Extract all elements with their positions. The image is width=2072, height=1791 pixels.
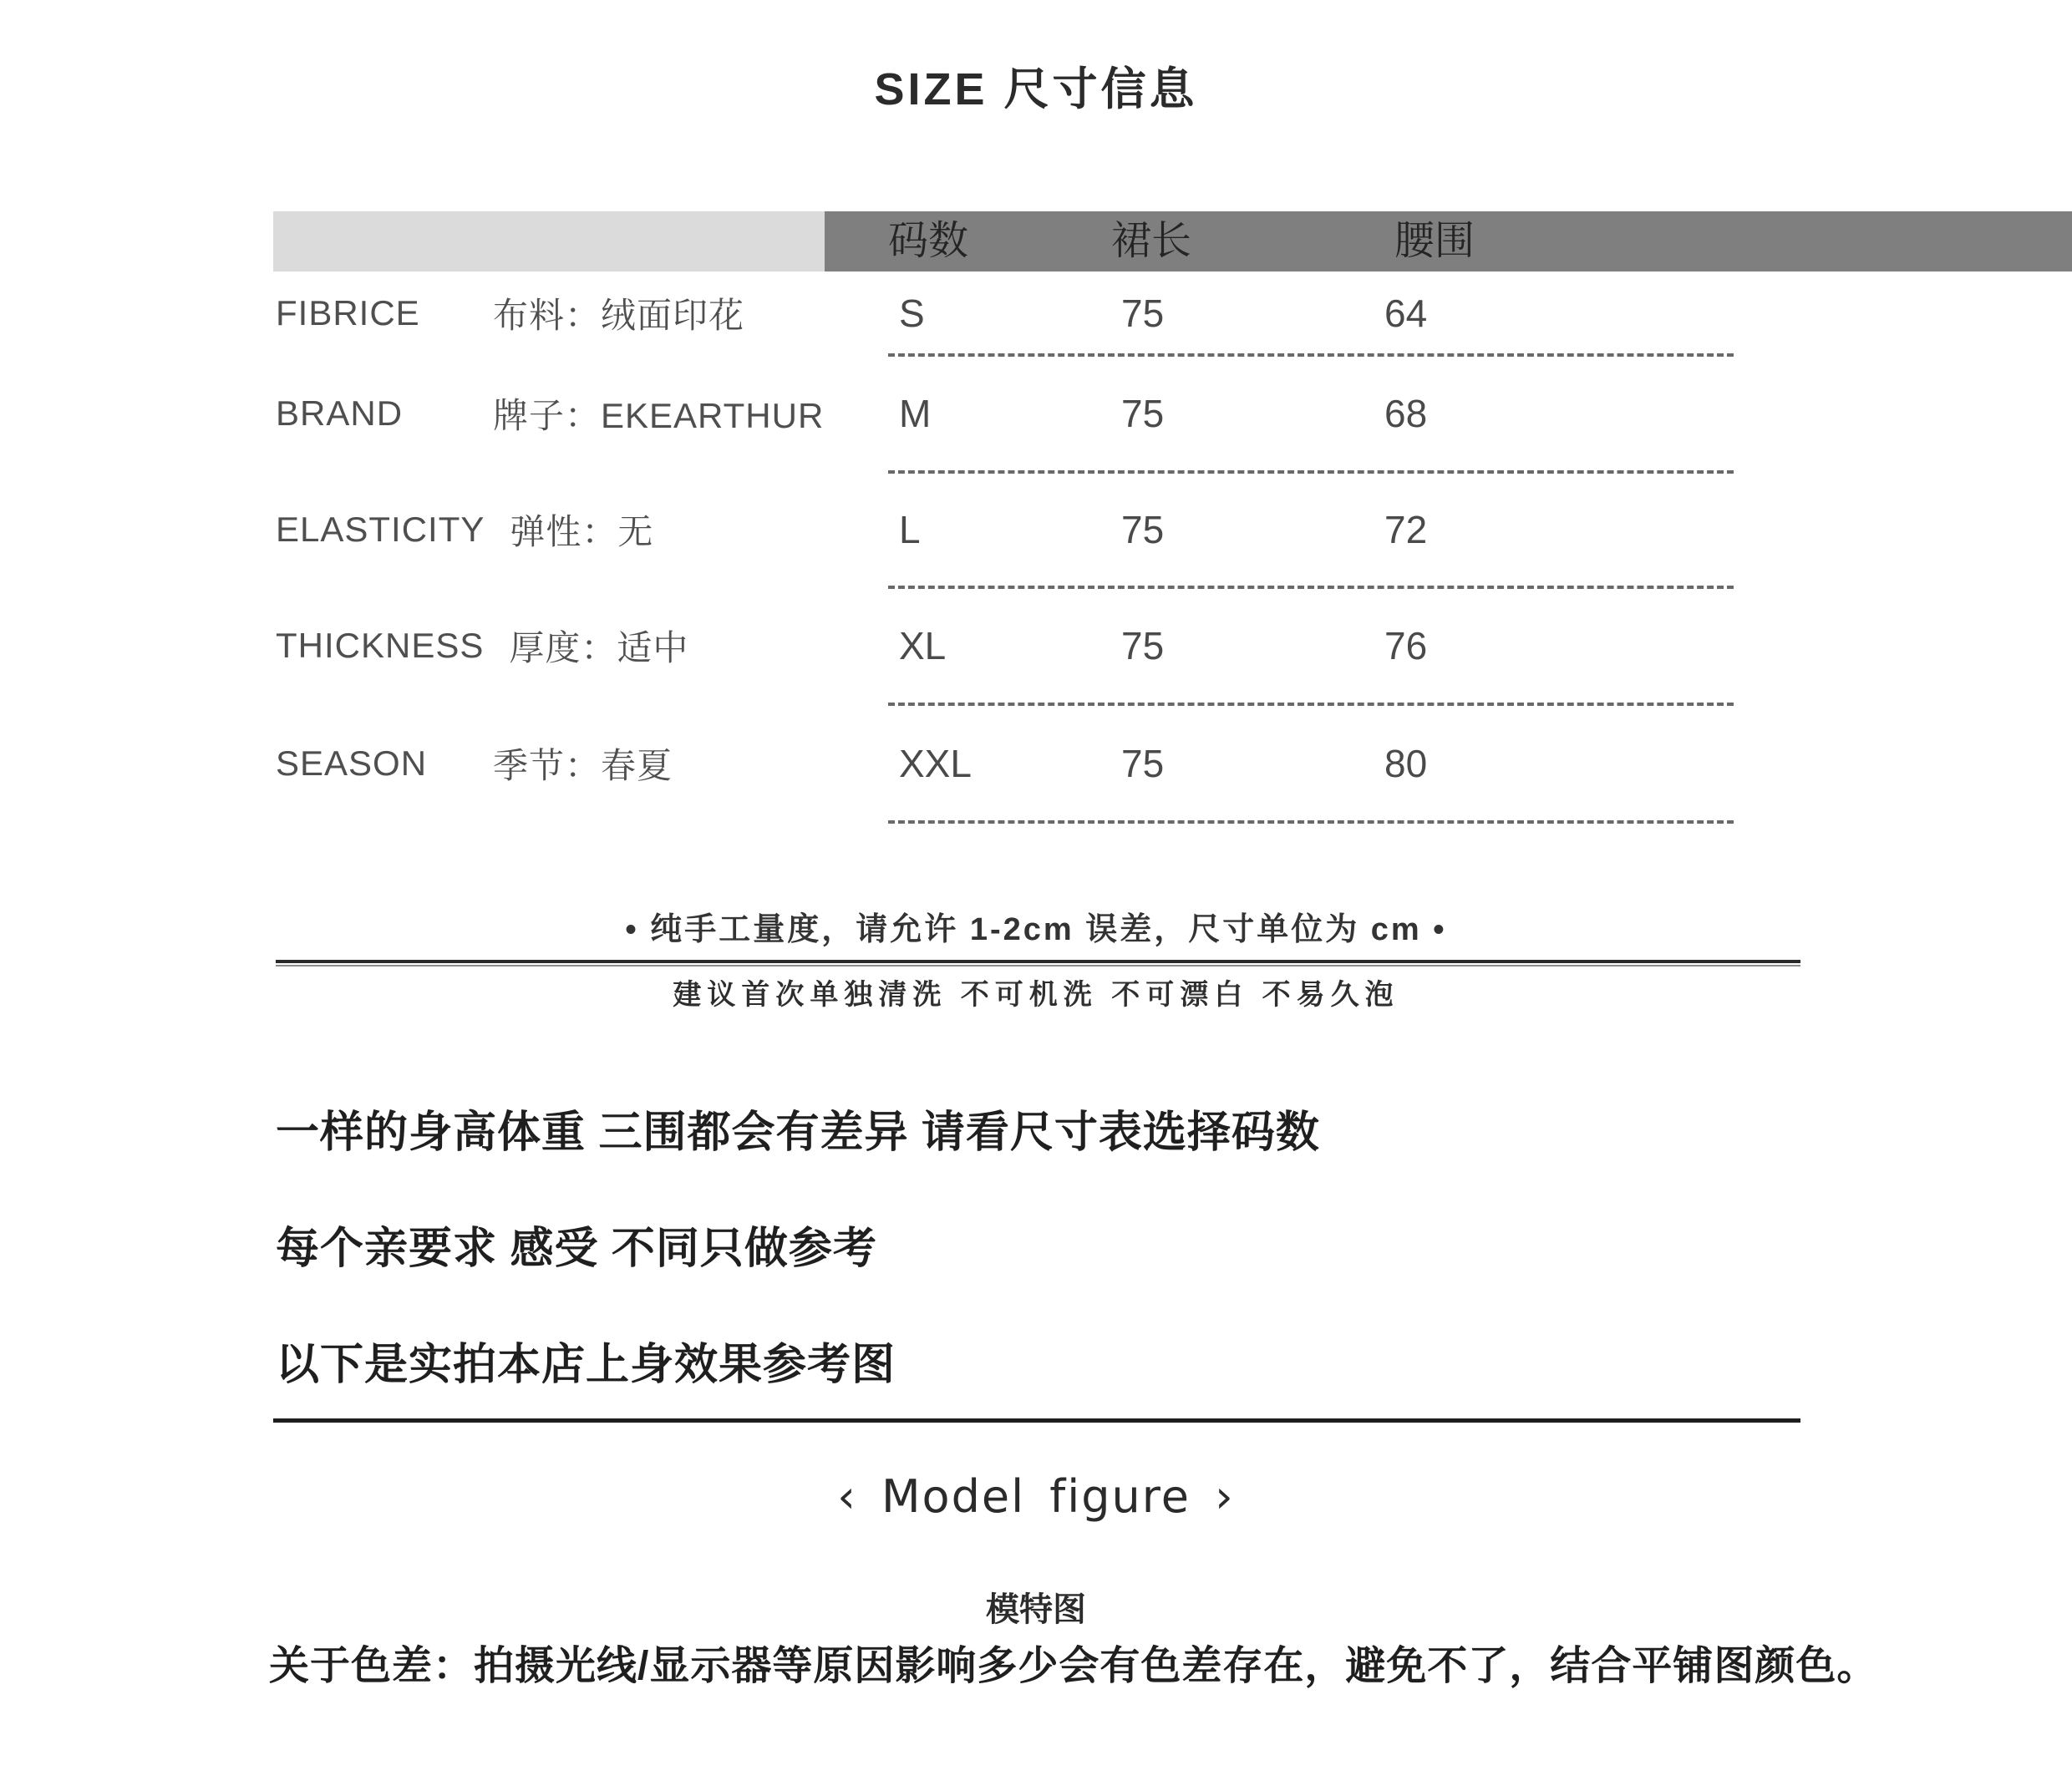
spec-label-zh: 弹性：无 [510, 512, 654, 551]
spec-label-zh: 牌子：EKEARTHUR [493, 396, 825, 435]
cell-size: L [899, 508, 921, 551]
cell-length: 75 [1121, 624, 1165, 667]
spec-label [276, 355, 824, 472]
cell-waist: 76 [1384, 624, 1428, 667]
table-row [0, 472, 2072, 587]
header-label-waist: 腰围 [1394, 219, 1475, 263]
measure-note: • 纯手工量度，请允许 1-2cm 误差，尺寸单位为 cm • [625, 912, 1447, 947]
spec-label-en: THICKNESS [276, 626, 485, 665]
spec-label-en: BRAND [276, 393, 404, 433]
cell-size: S [899, 292, 925, 335]
spec-label [276, 587, 688, 704]
spec-label-zh: 布料：绒面印花 [493, 296, 745, 335]
wash-note: 建议首次单独清洗 不可机洗 不可漂白 不易久泡 [673, 979, 1399, 1011]
section-divider [273, 1418, 1800, 1423]
spec-label [276, 704, 673, 822]
cell-size: XXL [899, 741, 972, 785]
cell-waist: 72 [1384, 508, 1428, 551]
header-label-length: 裙长 [1111, 219, 1192, 263]
model-figure-heading: ‹ Model figure › [837, 1470, 1235, 1523]
cell-length: 75 [1121, 508, 1165, 551]
spec-label-en: SEASON [276, 743, 428, 783]
divider-line-thin [276, 960, 1800, 967]
spec-label-zh: 季节：春夏 [493, 745, 673, 785]
spec-label-en: FIBRICE [276, 293, 420, 332]
tip-line-3: 以下是实拍本店上身效果参考图 [276, 1341, 896, 1389]
cell-waist: 80 [1384, 741, 1428, 785]
table-row [0, 271, 2072, 355]
spec-label-zh: 厚度：适中 [509, 628, 689, 667]
table-row [0, 587, 2072, 704]
color-difference-note: 关于色差：拍摄光线/显示器等原因影响多少会有色差存在，避免不了，结合平铺图颜色。 [269, 1644, 1878, 1688]
tip-line-2: 每个亲要求 感受 不同只做参考 [276, 1225, 877, 1273]
model-figure-subheading: 模特图 [986, 1591, 1086, 1628]
spec-label [276, 271, 744, 355]
cell-length: 75 [1121, 292, 1165, 335]
spec-label-en: ELASTICITY [276, 510, 485, 549]
cell-length: 75 [1121, 741, 1165, 785]
header-label-size: 码数 [888, 219, 969, 263]
cell-size: M [899, 392, 932, 435]
cell-waist: 64 [1384, 292, 1428, 335]
row-divider-dashed [888, 820, 1734, 824]
table-row [0, 355, 2072, 472]
cell-waist: 68 [1384, 392, 1428, 435]
spec-label [276, 472, 653, 587]
tip-line-1: 一样的身高体重 三围都会有差异 请看尺寸表选择码数 [276, 1109, 1320, 1157]
cell-size: XL [899, 624, 947, 667]
table-row [0, 704, 2072, 822]
page-title: SIZE 尺寸信息 [874, 64, 1198, 114]
cell-length: 75 [1121, 392, 1165, 435]
